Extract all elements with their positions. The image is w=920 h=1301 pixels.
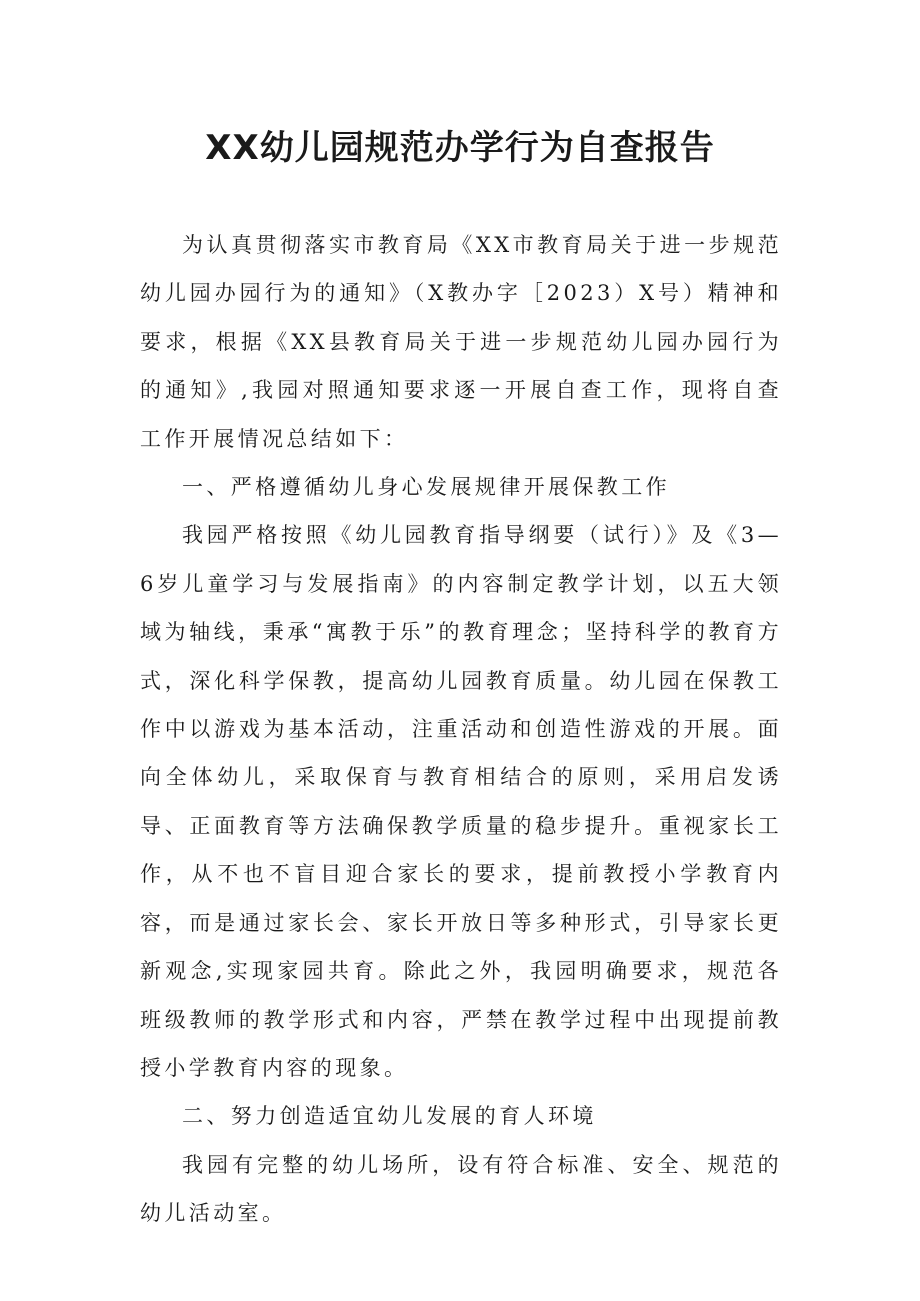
document-title: XX幼儿园规范办学行为自查报告 <box>205 128 715 168</box>
intro-paragraph: 为认真贯彻落实市教育局《XX市教育局关于进一步规范幼儿园办园行为的通知》（X教办字［2023）X号）精神和要求，根据《XX县教育局关于进一步规范幼儿园办园行为的通知》,我园对照通知要求逐一开展自查工作，现将自查工作开展情况总结如下： <box>140 233 782 451</box>
section-1-heading: 一、严格遵循幼儿身心发展规律开展保教工作 <box>182 475 670 500</box>
section-2-heading: 二、努力创造适宜幼儿发展的育人环境 <box>182 1104 597 1129</box>
document-body <box>140 221 782 1238</box>
section-1-body: 我园严格按照《幼儿园教育指导纲要（试行）》及《3—6岁儿童学习与发展指南》的内容制定教学计划，以五大领域为轴线，秉承“寓教于乐”的教育理念；坚持科学的教育方式，深化科学保教，提高幼儿园教育质量。幼儿园在保教工作中以游戏为基本活动，注重活动和创造性游戏的开展。面向全体幼儿，采取保育与教育相结合的原则，采用启发诱导、正面教育等方法确保教学质量的稳步提升。重视家长工作，从不也不盲目迎合家长的要求，提前教授小学教育内容，而是通过家长会、家长开放日等多种形式，引导家长更新观念,实现家园共育。除此之外，我园明确要求，规范各班级教师的教学形式和内容，严禁在教学过程中出现提前教授小学教育内容的现象。 <box>140 523 782 1080</box>
section-2-body: 我园有完整的幼儿场所，设有符合标准、安全、规范的幼儿活动室。 <box>140 1152 782 1226</box>
